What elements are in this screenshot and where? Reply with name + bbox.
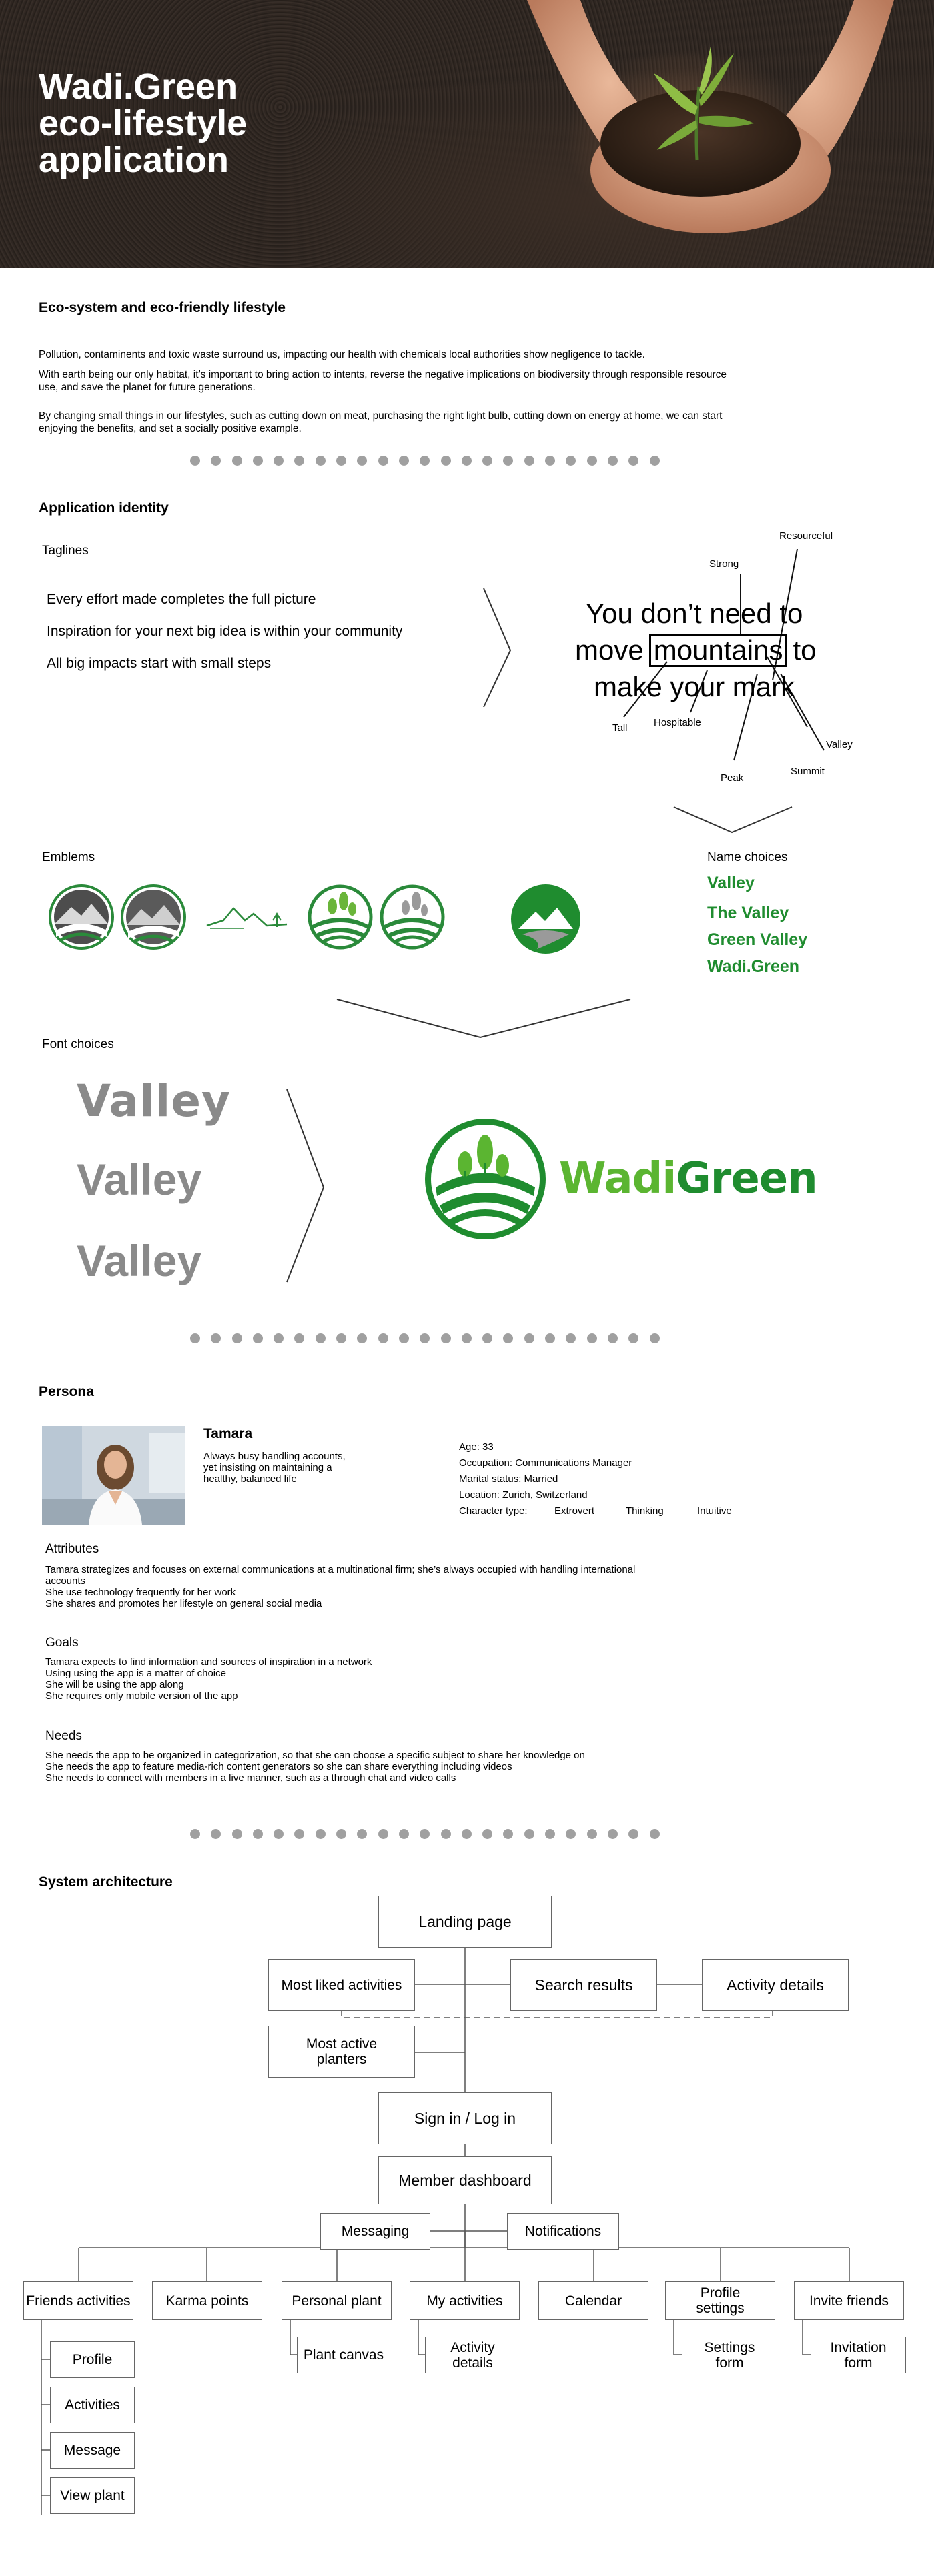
mindmap-word-peak: Peak bbox=[721, 772, 744, 784]
mindmap-word-valley: Valley bbox=[826, 739, 853, 750]
mindmap-word-hospitable: Hospitable bbox=[654, 717, 701, 728]
wadigreen-logo-emblem bbox=[424, 1117, 547, 1241]
node-most-liked-activities: Most liked activities bbox=[268, 1959, 415, 2011]
node-landing-page: Landing page bbox=[378, 1896, 552, 1948]
mindmap-line-2: move mountains to bbox=[575, 634, 817, 666]
name-choice-2: The Valley bbox=[707, 904, 789, 922]
persona-occupation: Occupation: Communications Manager bbox=[459, 1457, 632, 1469]
persona-age: Age: 33 bbox=[459, 1441, 494, 1453]
emblem-mountain-valley-2 bbox=[120, 884, 187, 950]
node-profile: Profile bbox=[50, 2341, 135, 2378]
emblem-green-fields-1 bbox=[307, 884, 374, 950]
emblem-green-river bbox=[510, 884, 581, 954]
node-messaging: Messaging bbox=[320, 2213, 430, 2250]
node-member-dashboard: Member dashboard bbox=[378, 2156, 552, 2204]
intro-heading: Eco-system and eco-friendly lifestyle bbox=[39, 300, 286, 315]
node-settings-form: Settings form bbox=[682, 2337, 777, 2373]
wadigreen-wordmark: WadiGreen bbox=[559, 1154, 817, 1203]
attributes-list: Tamara strategizes and focuses on external communications at a multinational firm; she’s always occupied with handling international accounts She use technology frequently for her work She shares and promotes her lifestyle on general social media bbox=[45, 1564, 636, 1609]
node-activity-details: Activity details bbox=[425, 2337, 520, 2373]
font-sample-3: Valley bbox=[77, 1236, 202, 1285]
goals-list: Tamara expects to find information and sources of inspiration in a network Using using the app is a matter of choice She will be using the app along She requires only mobile version of the app bbox=[45, 1656, 372, 1702]
intro-paragraph-2: With earth being our only habitat, it’s important to bring action to intents, reverse the negative implications on biodiversity through responsible resource use, and save the planet for future generations. bbox=[39, 369, 727, 393]
persona-photo bbox=[42, 1426, 185, 1525]
persona-quote: Always busy handling accounts, yet insisting on maintaining a healthy, balanced life bbox=[203, 1451, 346, 1485]
emblems-label: Emblems bbox=[42, 850, 95, 864]
intro-paragraph-3: By changing small things in our lifestyles, such as cutting down on meat, purchasing the right light bulb, cutting down on energy at home, we can start enjoying the benefits, and set a socially positive example. bbox=[39, 410, 723, 434]
node-profile-settings: Profile settings bbox=[665, 2281, 775, 2320]
intro-paragraph-1: Pollution, contaminents and toxic waste surround us, impacting our health with chemicals local authorities show negligence to tackle. bbox=[39, 349, 645, 360]
taglines-label: Taglines bbox=[42, 544, 89, 558]
mindmap-word-strong: Strong bbox=[709, 558, 739, 570]
persona-heading: Persona bbox=[39, 1384, 94, 1399]
persona-details bbox=[459, 1439, 732, 1519]
mindmap-word-tall: Tall bbox=[612, 722, 628, 734]
mindmap-line-1: You don’t need to bbox=[586, 598, 803, 629]
section-divider-dots-2 bbox=[190, 1333, 670, 1343]
node-activity-details-top: Activity details bbox=[702, 1959, 849, 2011]
font-sample-2: Valley bbox=[77, 1155, 202, 1204]
node-activities: Activities bbox=[50, 2387, 135, 2423]
node-sign-in: Sign in / Log in bbox=[378, 2092, 552, 2144]
node-most-active-planters: Most active planters bbox=[268, 2026, 415, 2078]
persona-name: Tamara bbox=[203, 1426, 253, 1441]
needs-label: Needs bbox=[45, 1729, 82, 1743]
node-my-activities: My activities bbox=[410, 2281, 520, 2320]
name-choice-3: Green Valley bbox=[707, 930, 808, 949]
emblem-green-fields-2 bbox=[379, 884, 446, 950]
node-view-plant: View plant bbox=[50, 2477, 135, 2514]
node-personal-plant: Personal plant bbox=[282, 2281, 392, 2320]
node-friends-activities: Friends activities bbox=[23, 2281, 133, 2320]
node-invite-friends: Invite friends bbox=[794, 2281, 904, 2320]
node-plant-canvas: Plant canvas bbox=[297, 2337, 390, 2373]
node-invitation-form: Invitation form bbox=[811, 2337, 906, 2373]
tagline-3: All big impacts start with small steps bbox=[47, 656, 272, 671]
goals-label: Goals bbox=[45, 1636, 79, 1650]
persona-location: Location: Zurich, Switzerland bbox=[459, 1489, 588, 1501]
emblem-mountain-valley-1 bbox=[48, 884, 115, 950]
mindmap-word-summit: Summit bbox=[791, 766, 825, 777]
persona-character: Character type: Extrovert Thinking Intuitive bbox=[459, 1505, 732, 1517]
node-search-results: Search results bbox=[510, 1959, 657, 2011]
needs-list: She needs the app to be organized in categorization, so that she can choose a specific subject to share her knowledge on She needs the app to feature media-rich content generators so she can share everything including videos She needs to connect with members in a live manner, such as a through chat and video calls bbox=[45, 1750, 585, 1784]
section-divider-dots-3 bbox=[190, 1829, 670, 1839]
attributes-label: Attributes bbox=[45, 1542, 99, 1556]
node-calendar: Calendar bbox=[538, 2281, 648, 2320]
persona-marital: Marital status: Married bbox=[459, 1473, 558, 1485]
node-karma-points: Karma points bbox=[152, 2281, 262, 2320]
font-choices-label: Font choices bbox=[42, 1037, 114, 1051]
architecture-heading: System architecture bbox=[39, 1874, 173, 1890]
name-choices-label: Name choices bbox=[707, 850, 788, 864]
tagline-1: Every effort made completes the full picture bbox=[47, 592, 316, 607]
tagline-2: Inspiration for your next big idea is within your community bbox=[47, 624, 403, 639]
mindmap-boxed-word: mountains bbox=[649, 634, 788, 667]
mindmap-word-resourceful: Resourceful bbox=[779, 530, 833, 542]
name-choice-4: Wadi.Green bbox=[707, 957, 799, 976]
hero-title: Wadi.Green eco-lifestyle application bbox=[39, 67, 248, 180]
mindmap-line-3: make your mark bbox=[594, 671, 795, 702]
name-choice-1: Valley bbox=[707, 874, 755, 892]
node-notifications: Notifications bbox=[507, 2213, 619, 2250]
font-sample-1: Valley bbox=[77, 1075, 231, 1127]
node-message: Message bbox=[50, 2432, 135, 2469]
identity-heading: Application identity bbox=[39, 500, 169, 516]
emblem-mountain-line bbox=[203, 900, 290, 934]
